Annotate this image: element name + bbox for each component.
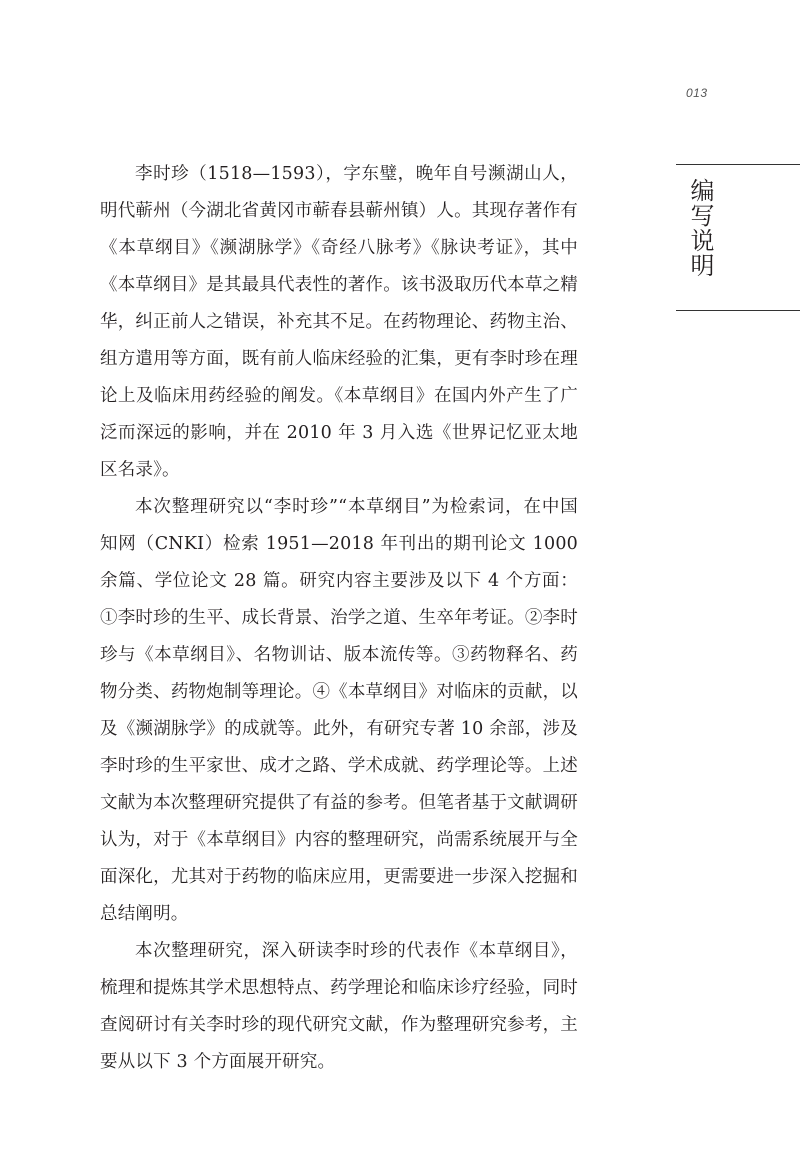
section-title: 编写说明: [686, 178, 714, 278]
paragraph-literature-review: 本次整理研究以“李时珍”“本草纲目”为检索词，在中国知网（CNKI）检索 1951—2018 年刊出的期刊论文 1000 余篇、学位论文 28 篇。研究内容主要涉及以下 4 个方面：①李时珍的生平、成长背景、治学之道、生卒年考证。②李时珍与《本草纲目》、名物训诂、版本流传等。③药物释名、药物分类、药物炮制等理论。④《本草纲目》对临床的贡献，以及《濒湖脉学》的成就等。此外，有研究专著 10 余部，涉及李时珍的生平家世、成才之路、学术成就、药学理论等。上述文献为本次整理研究提供了有益的参考。但笔者基于文献调研认为，对于《本草纲目》内容的整理研究，尚需系统展开与全面深化，尤其对于药物的临床应用，更需要进一步深入挖掘和总结阐明。: [100, 497, 578, 924]
paragraph-intro: 李时珍（1518—1593），字东璧，晚年自号濒湖山人，明代蕲州（今湖北省黄冈市蕲春县蕲州镇）人。其现存著作有《本草纲目》《濒湖脉学》《奇经八脉考》《脉诀考证》，其中《本草纲目》是其最具代表性的著作。该书汲取历代本草之精华，纠正前人之错误，补充其不足。在药物理论、药物主治、组方遣用等方面，既有前人临床经验的汇集，更有李时珍在理论上及临床用药经验的阐发。《本草纲目》在国内外产生了广泛而深远的影响，并在 2010 年 3 月入选《世界记忆亚太地区名录》。: [100, 164, 578, 480]
page-number: 013: [686, 86, 708, 100]
body-text: [100, 156, 578, 1081]
paragraph-research-plan: 本次整理研究，深入研读李时珍的代表作《本草纲目》，梳理和提炼其学术思想特点、药学理论和临床诊疗经验，同时查阅研讨有关李时珍的现代研究文献，作为整理研究参考，主要从以下 3 个方面展开研究。: [100, 941, 578, 1072]
